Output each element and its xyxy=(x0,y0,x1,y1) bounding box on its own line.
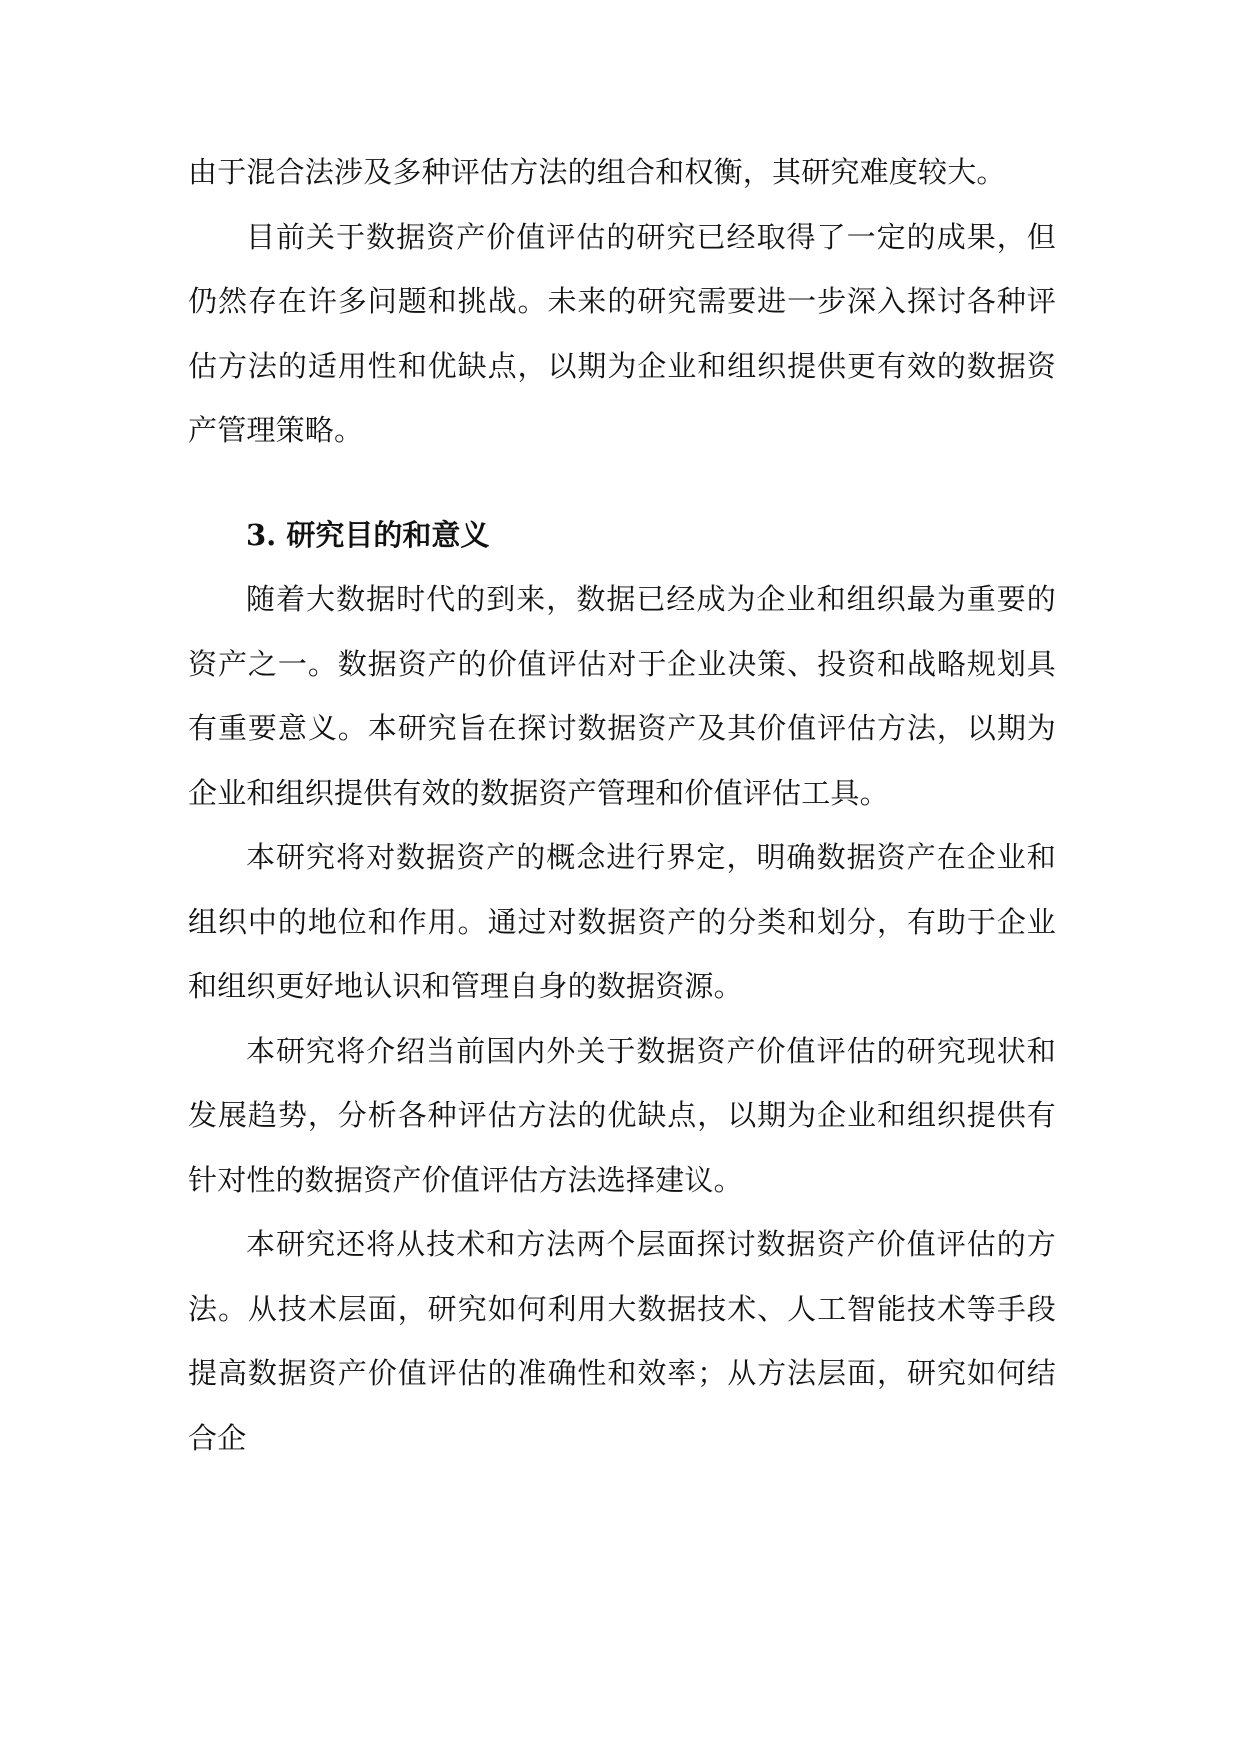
section-heading: 3. 研究目的和意义 xyxy=(246,517,490,552)
paragraph-technical-methods: 本研究还将从技术和方法两个层面探讨数据资产价值评估的方法。从技术层面，研究如何利用大数据技术、人工智能技术等手段提高数据资产价值评估的准确性和效率；从方法层面，研究如何结合企 xyxy=(188,1227,1056,1455)
paragraph-research-status-summary: 目前关于数据资产价值评估的研究已经取得了一定的成果，但仍然存在许多问题和挑战。未来的研究需要进一步深入探讨各种评估方法的适用性和优缺点，以期为企业和组织提供更有效的数据资产管理策略。 xyxy=(188,219,1056,447)
paragraph-research-review: 本研究将介绍当前国内外关于数据资产价值评估的研究现状和发展趋势，分析各种评估方法的优缺点，以期为企业和组织提供有针对性的数据资产价值评估方法选择建议。 xyxy=(188,1033,1056,1197)
paragraph-continuation: 由于混合法涉及多种评估方法的组合和权衡，其研究难度较大。 xyxy=(188,155,1006,189)
paragraph-background: 随着大数据时代的到来，数据已经成为企业和组织最为重要的资产之一。数据资产的价值评估对于企业决策、投资和战略规划具有重要意义。本研究旨在探讨数据资产及其价值评估方法，以期为企业和组织提供有效的数据资产管理和价值评估工具。 xyxy=(188,582,1056,810)
paragraph-concept-definition: 本研究将对数据资产的概念进行界定，明确数据资产在企业和组织中的地位和作用。通过对数据资产的分类和划分，有助于企业和组织更好地认识和管理自身的数据资源。 xyxy=(188,840,1056,1003)
document-page xyxy=(188,140,1056,1470)
